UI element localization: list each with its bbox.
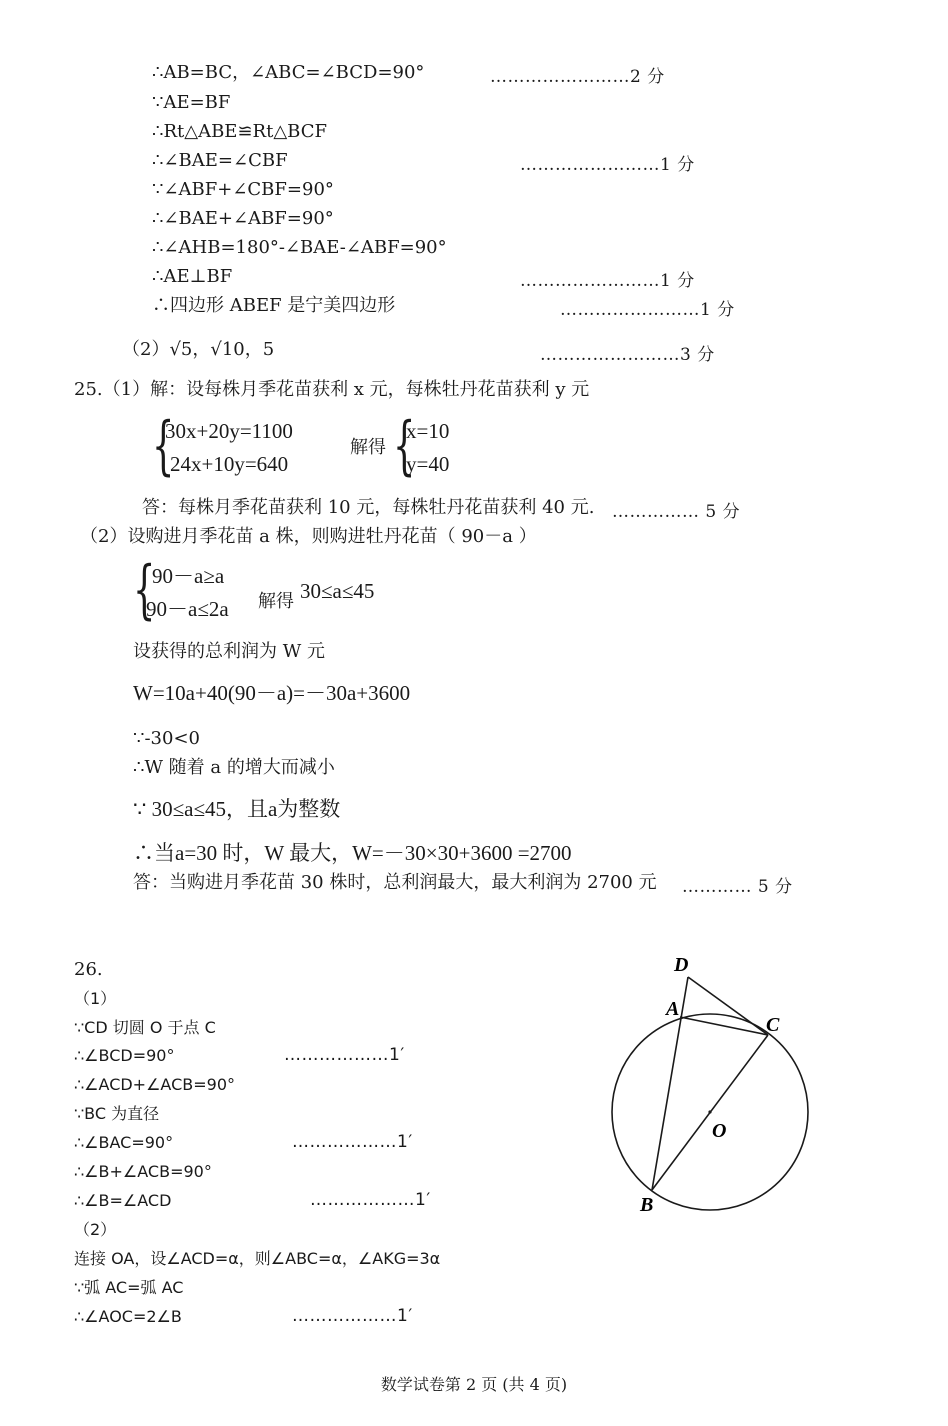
p26-score-5: ………………1′: [292, 1132, 413, 1152]
p25-score-2: ………… 5 分: [682, 877, 793, 897]
geometry-figure: [600, 945, 830, 1225]
p26-line-1: ∵CD 切圆 O 于点 C: [74, 1018, 216, 1037]
p25-range: 30≤a≤45: [300, 579, 375, 603]
p25-condition-3: ∵ 30≤a≤45，且a为整数: [133, 797, 341, 821]
p24-part-2: （2）√5，√10，5: [122, 339, 275, 360]
p26-line-6: ∴∠B+∠ACB=90°: [74, 1162, 212, 1181]
p25-w-equation: W=10a+40(90－a)=－30a+3600: [133, 681, 411, 705]
p24-line-7: ∴∠AHB=180°-∠BAE-∠ABF=90°: [152, 237, 447, 258]
p24-line-3: ∴Rt△ABE≌Rt△BCF: [152, 121, 327, 142]
p24-score-10: ……………………3 分: [540, 345, 715, 365]
p26-number: 26.: [74, 959, 103, 980]
label-o: O: [712, 1120, 727, 1142]
page-footer: 数学试卷第 2 页 (共 4 页): [380, 1375, 568, 1394]
label-d: D: [674, 954, 689, 976]
p26-line-4: ∵BC 为直径: [74, 1104, 160, 1123]
p24-score-1: ……………………2 分: [490, 67, 665, 87]
p26-line-10: ∴∠AOC=2∠B: [74, 1307, 182, 1326]
p25-solution-brace: {: [393, 409, 416, 483]
p24-score-4: ……………………1 分: [520, 155, 695, 175]
p24-line-1: ∴AB=BC，∠ABC=∠BCD=90°: [152, 62, 425, 83]
p25-solve-label-2: 解得: [258, 591, 294, 612]
p24-score-9: ……………………1 分: [560, 300, 735, 320]
p25-part-2: （2）设购进月季花苗 a 株，则购进牡丹花苗（ 90－a ）: [80, 526, 537, 547]
p25-inequality-2: 90－a≤2a: [146, 597, 229, 621]
p26-line-9: ∵弧 AC=弧 AC: [74, 1278, 184, 1297]
p25-condition-2: ∴W 随着 a 的增大而减小: [133, 757, 335, 778]
p24-score-8: ……………………1 分: [520, 271, 695, 291]
label-c: C: [766, 1014, 780, 1036]
p26-score-7: ………………1′: [310, 1190, 431, 1210]
p26-line-7: ∴∠B=∠ACD: [74, 1191, 172, 1210]
p24-line-8: ∴AE⊥BF: [152, 266, 233, 287]
p25-equation-1: 30x+20y=1100: [165, 419, 293, 443]
p25-answer-1: 答：每株月季花苗获利 10 元，每株牡丹花苗获利 40 元.: [142, 497, 595, 518]
p25-equation-2: 24x+10y=640: [170, 452, 289, 476]
p26-part-1: （1）: [74, 989, 117, 1008]
p25-solution-2: y=40: [406, 452, 450, 476]
p24-line-4: ∴∠BAE=∠CBF: [152, 150, 288, 171]
p26-score-10: ………………1′: [292, 1306, 413, 1326]
p26-line-2: ∴∠BCD=90°: [74, 1046, 175, 1065]
p26-score-2: ………………1′: [284, 1045, 405, 1065]
p25-system-brace: {: [152, 409, 175, 483]
p25-solution-1: x=10: [406, 419, 450, 443]
p26-part-2: （2）: [74, 1220, 117, 1239]
p25-solve-label: 解得: [350, 437, 386, 458]
p24-line-6: ∴∠BAE+∠ABF=90°: [152, 208, 334, 229]
p26-line-3: ∴∠ACD+∠ACB=90°: [74, 1075, 236, 1094]
p26-line-8: 连接 OA，设∠ACD=α，则∠ABC=α，∠AKG=3α: [74, 1249, 441, 1268]
center-point: [708, 1110, 711, 1113]
p25-heading: 25.（1）解：设每株月季花苗获利 x 元，每株牡丹花苗获利 y 元: [74, 379, 590, 400]
p25-w-definition: 设获得的总利润为 W 元: [133, 641, 325, 662]
p25-score-1: …………… 5 分: [612, 502, 741, 522]
p25-condition-1: ∵-30<0: [133, 728, 200, 749]
label-a: A: [666, 998, 680, 1020]
label-b: B: [640, 1194, 654, 1216]
p25-inequality-1: 90－a≥a: [152, 564, 225, 588]
p25-condition-4: ∴当a=30 时，W 最大，W=－30×30+3600 =2700: [133, 841, 572, 865]
p24-line-5: ∵∠ABF+∠CBF=90°: [152, 179, 334, 200]
p26-line-5: ∴∠BAC=90°: [74, 1133, 174, 1152]
p25-inequality-brace: {: [133, 553, 156, 627]
p24-line-2: ∵AE=BF: [152, 92, 231, 113]
p24-line-9: ∴四边形 ABEF 是宁美四边形: [152, 295, 396, 316]
p25-answer-2: 答：当购进月季花苗 30 株时，总利润最大，最大利润为 2700 元: [133, 872, 657, 893]
